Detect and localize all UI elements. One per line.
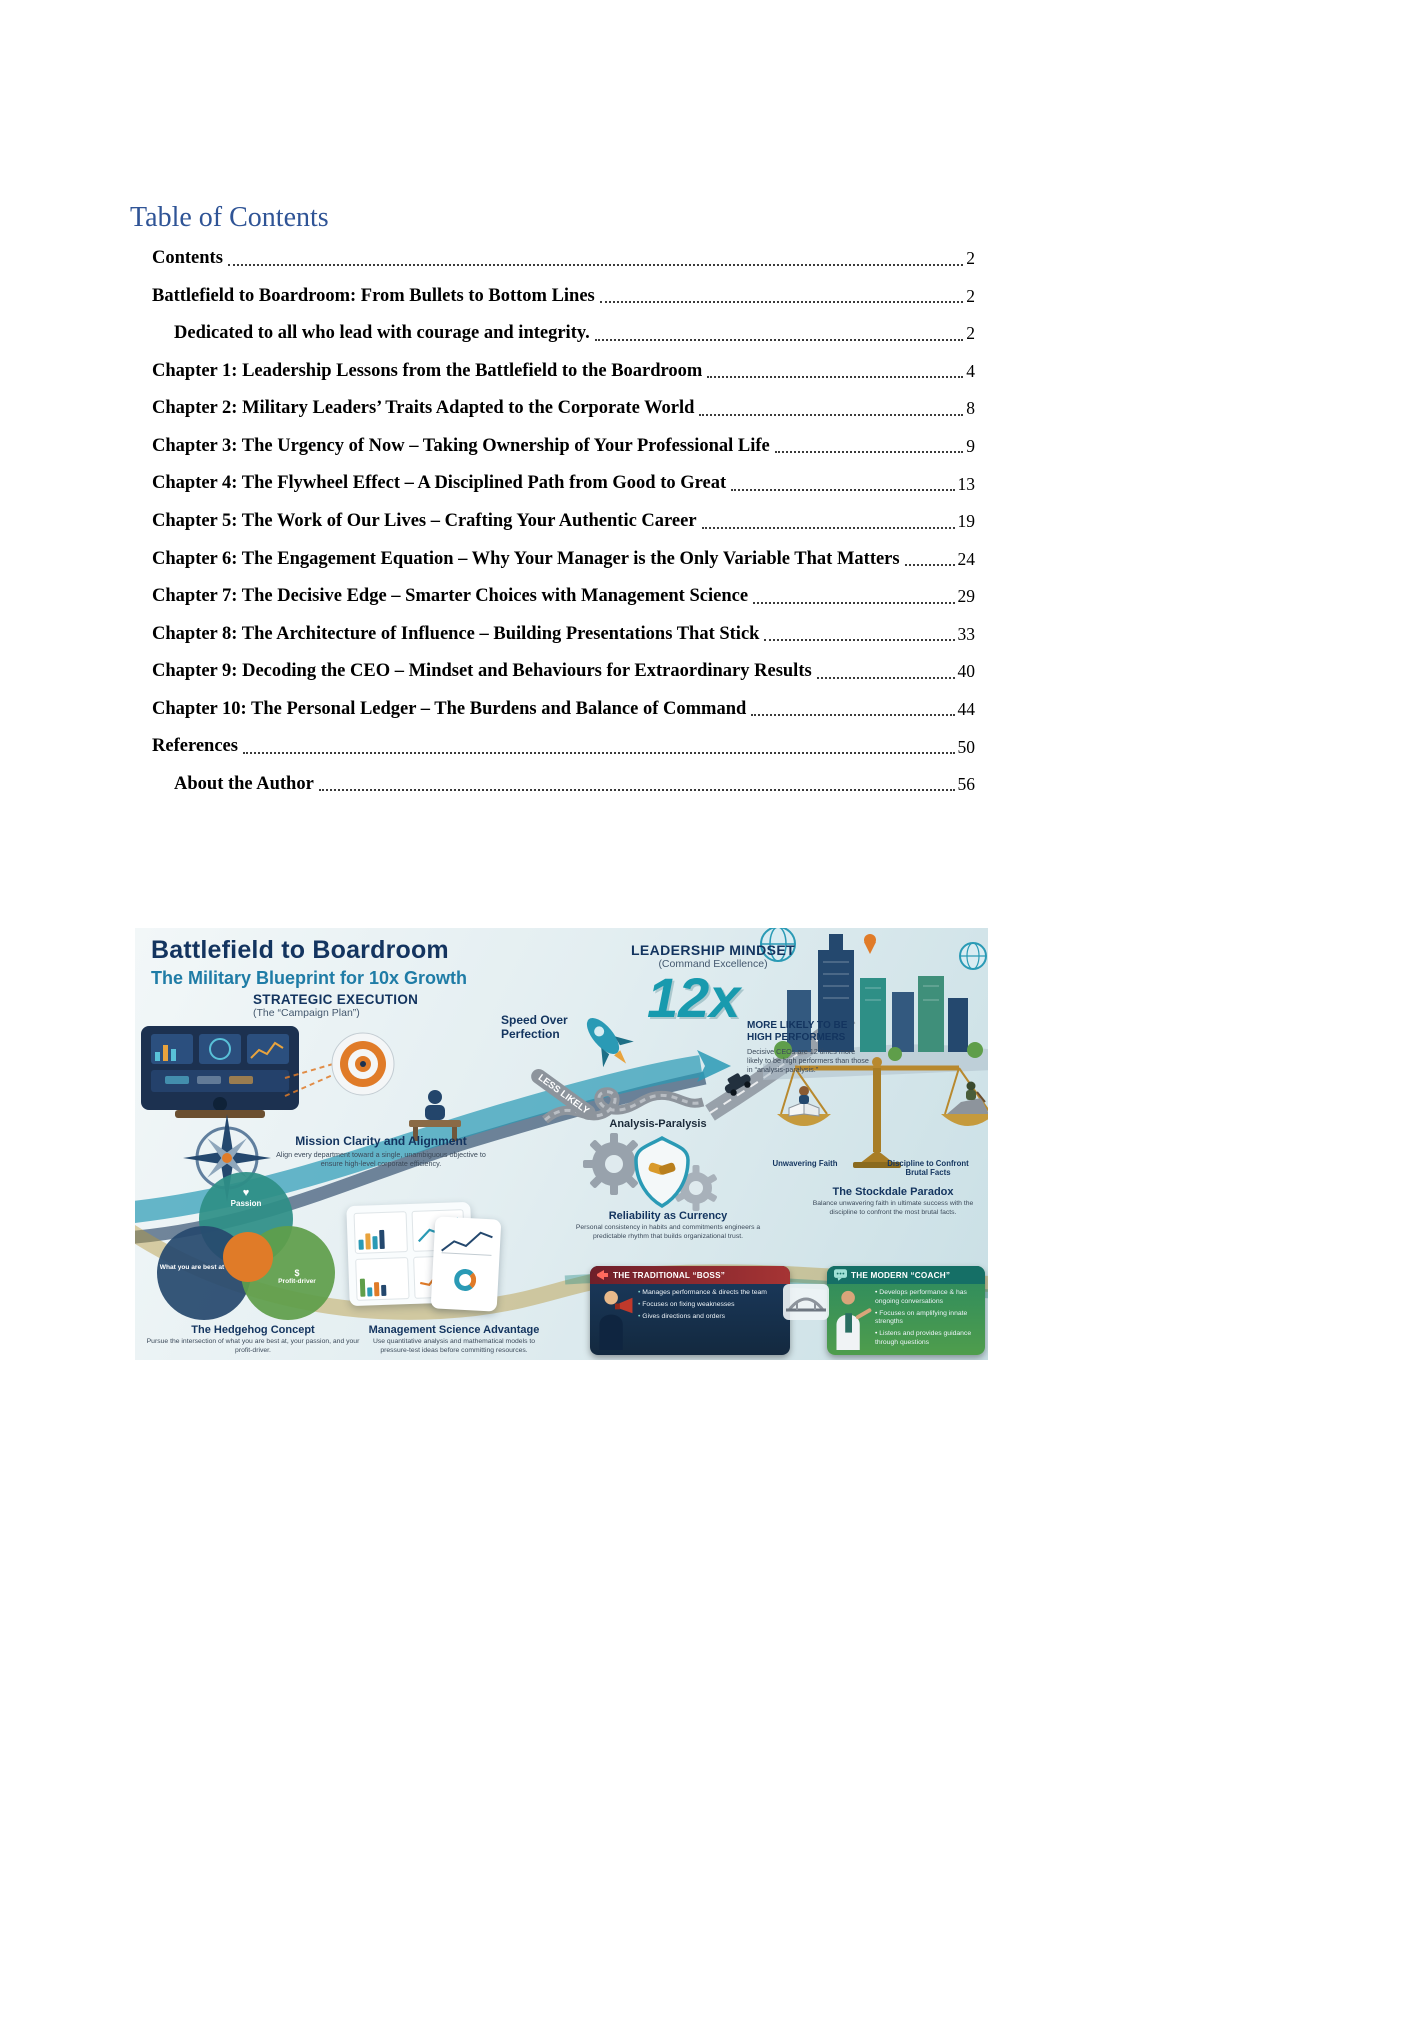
- panel-bullet: • Listens and provides guidance through questions: [875, 1330, 980, 1348]
- stat-description: Decisive CEOs are 12 times more likely to be high performers than those in “analysis-paralysis.”: [747, 1047, 869, 1075]
- globe-icon: [960, 943, 986, 969]
- analysis-paralysis-label: Analysis-Paralysis: [609, 1118, 707, 1130]
- page-title: Table of Contents: [130, 202, 329, 233]
- toc-page-number: 2: [966, 285, 975, 306]
- stat-heading: MORE LIKELY TO BE HIGH PERFORMERS: [747, 1020, 848, 1043]
- strategic-execution-block: [253, 992, 448, 1019]
- toc-entry-label: Dedicated to all who lead with courage and integrity.: [174, 323, 590, 344]
- venn-passion-text: Passion: [230, 1199, 262, 1208]
- mini-bar-chart: [355, 1257, 409, 1300]
- reliability-heading: Reliability as Currency: [608, 1210, 728, 1222]
- toc-page-number: 40: [957, 661, 975, 682]
- panel-bullet: • Manages performance & directs the team: [638, 1289, 785, 1298]
- panel-bullet: • Focuses on amplifying innate strengths: [875, 1310, 980, 1328]
- toc-page-number: 19: [957, 511, 975, 532]
- twelve-x-stat: 12x: [647, 966, 741, 1029]
- toc-entry-label: Chapter 7: The Decisive Edge – Smarter Choices with Management Science: [152, 586, 749, 607]
- coach-panel-header: [827, 1266, 985, 1284]
- stockdale-heading: The Stockdale Paradox: [832, 1186, 954, 1198]
- toc-leader-dots: [702, 527, 955, 529]
- reliability-description: Personal consistency in habits and commitments engineers a predictable rhythm that builds organizational trust.: [575, 1224, 761, 1240]
- panel-bullet: • Develops performance & has ongoing conversations: [875, 1289, 980, 1307]
- toc-page-number: 8: [966, 398, 975, 419]
- table-of-contents: [152, 247, 975, 810]
- boss-panel-title: THE TRADITIONAL “BOSS”: [613, 1270, 726, 1280]
- toc-entry-label: Chapter 10: The Personal Ledger – The Burdens and Balance of Command: [152, 698, 747, 719]
- coach-panel-title: THE MODERN “COACH”: [851, 1270, 951, 1280]
- toc-entry-label: Battlefield to Boardroom: From Bullets to Bottom Lines: [152, 285, 595, 306]
- toc-entry-label: Chapter 6: The Engagement Equation – Why Your Manager is the Only Variable That Matters: [152, 548, 900, 569]
- coach-bullets: [875, 1289, 980, 1348]
- heart-icon: ♥: [242, 1187, 250, 1199]
- toc-leader-dots: [731, 489, 954, 491]
- venn-label-passion: [199, 1188, 293, 1208]
- toc-entry-label: Chapter 3: The Urgency of Now – Taking Ownership of Your Professional Life: [152, 435, 770, 456]
- coach-figure-art: [832, 1288, 872, 1352]
- location-pin-icon: [864, 934, 876, 954]
- toc-entry[interactable]: [152, 360, 975, 383]
- hedgehog-heading: The Hedgehog Concept: [191, 1324, 315, 1336]
- toc-page-number: 44: [957, 698, 975, 719]
- hedgehog-description: Pursue the intersection of what you are best at, your passion, and your profit-driver.: [146, 1338, 360, 1354]
- toc-entry[interactable]: [152, 735, 975, 758]
- mission-clarity-heading: Mission Clarity and Alignment: [295, 1134, 467, 1148]
- management-science-heading: Management Science Advantage: [368, 1324, 540, 1336]
- gears-icon: [583, 1133, 718, 1211]
- toc-entry-label: Chapter 5: The Work of Our Lives – Crafting Your Authentic Career: [152, 510, 697, 531]
- toc-entry-label: About the Author: [174, 773, 314, 794]
- toc-leader-dots: [753, 602, 954, 604]
- hedgehog-venn-diagram: [155, 1172, 347, 1324]
- infographic-subtitle: The Military Blueprint for 10x Growth: [151, 968, 468, 988]
- toc-leader-dots: [595, 339, 964, 341]
- toc-leader-dots: [699, 414, 963, 416]
- mission-clarity-description: Align every department toward a single, unambiguous objective to ensure high-level corporate efficiency.: [276, 1150, 486, 1169]
- toc-entry[interactable]: [152, 397, 975, 420]
- management-science-description: Use quantitative analysis and mathematical models to pressure-test ideas before committing resources.: [372, 1338, 536, 1354]
- toc-entry[interactable]: [152, 472, 975, 495]
- stockdale-paradox-block: [803, 1186, 983, 1217]
- toc-entry[interactable]: [152, 623, 975, 646]
- modern-coach-panel: [827, 1266, 985, 1355]
- toc-leader-dots: [817, 677, 955, 679]
- venn-label-profit: [265, 1268, 329, 1286]
- toc-leader-dots: [764, 639, 954, 641]
- toc-leader-dots: [228, 264, 963, 266]
- infographic-image: [135, 928, 988, 1360]
- toc-entry-label: Chapter 1: Leadership Lessons from the Battlefield to the Boardroom: [152, 360, 703, 381]
- panel-bullet: • Focuses on fixing weaknesses: [638, 1301, 785, 1310]
- venn-profit-text: Profit-driver: [278, 1278, 316, 1286]
- toc-entry-label: Chapter 8: The Architecture of Influence – Building Presentations That Stick: [152, 623, 760, 644]
- infographic-title: Battlefield to Boardroom: [151, 936, 449, 964]
- toc-leader-dots: [243, 752, 955, 754]
- toc-entry[interactable]: [152, 285, 975, 308]
- discipline-label: Discipline to Confront Brutal Facts: [887, 1159, 969, 1177]
- toc-entry-label: Chapter 2: Military Leaders’ Traits Adapted to the Corporate World: [152, 398, 695, 419]
- toc-entry-label: References: [152, 736, 238, 757]
- toc-entry[interactable]: [152, 698, 975, 721]
- toc-leader-dots: [600, 301, 963, 303]
- hedgehog-block: [145, 1324, 361, 1355]
- toc-page-number: 2: [966, 248, 975, 269]
- boss-figure-art: [595, 1288, 635, 1352]
- leadership-mindset-subheading: (Command Excellence): [658, 958, 768, 970]
- toc-page-number: 9: [966, 436, 975, 457]
- stockdale-description: Balance unwavering faith in ultimate success with the discipline to confront the most brutal facts.: [812, 1200, 974, 1216]
- toc-page-number: 24: [957, 548, 975, 569]
- boss-bullets: [638, 1289, 785, 1321]
- venn-label-best-at: What you are best at: [159, 1264, 225, 1271]
- speed-over-perfection-label: Speed Over Perfection: [501, 1013, 568, 1041]
- reliability-block: [575, 1210, 761, 1241]
- leadership-mindset-heading: LEADERSHIP MINDSET: [630, 942, 796, 958]
- toc-entry-label: Chapter 4: The Flywheel Effect – A Disciplined Path from Good to Great: [152, 473, 727, 494]
- toc-entry[interactable]: [152, 510, 975, 533]
- toc-page-number: 56: [957, 774, 975, 795]
- toc-page-number: 13: [957, 473, 975, 494]
- target-icon: [332, 1033, 394, 1095]
- control-room-art: [141, 1026, 299, 1118]
- toc-entry[interactable]: [152, 585, 975, 608]
- management-science-block: [363, 1324, 545, 1355]
- megaphone-icon: [597, 1270, 609, 1280]
- toc-entry[interactable]: [152, 435, 975, 458]
- strategic-execution-subheading: (The “Campaign Plan”): [253, 1007, 360, 1019]
- toc-leader-dots: [905, 564, 955, 566]
- toc-entry-label: Chapter 9: Decoding the CEO – Mindset and Behaviours for Extraordinary Results: [152, 661, 812, 682]
- dollar-icon: $: [294, 1268, 300, 1278]
- toc-page-number: 50: [957, 736, 975, 757]
- toc-leader-dots: [775, 451, 964, 453]
- traditional-boss-panel: [590, 1266, 790, 1355]
- tablet-chart-art: [431, 1216, 502, 1311]
- toc-entry-label: Contents: [152, 248, 223, 268]
- donut-chart-icon: [454, 1268, 477, 1291]
- boss-panel-header: [590, 1266, 790, 1284]
- toc-page-number: 2: [966, 323, 975, 344]
- bridge-icon: [783, 1284, 829, 1320]
- toc-entry[interactable]: [152, 548, 975, 571]
- toc-entry[interactable]: [152, 247, 975, 270]
- mini-bar-chart: [354, 1211, 408, 1254]
- toc-leader-dots: [751, 714, 954, 716]
- toc-page-number: 33: [957, 623, 975, 644]
- panel-bullet: • Gives directions and orders: [638, 1313, 785, 1322]
- toc-entry[interactable]: [152, 773, 975, 796]
- strategic-execution-heading: STRATEGIC EXECUTION: [253, 992, 419, 1007]
- toc-page-number: 29: [957, 586, 975, 607]
- unwavering-faith-label: Unwavering Faith: [772, 1159, 838, 1168]
- toc-leader-dots: [319, 789, 955, 791]
- toc-page-number: 4: [966, 360, 975, 381]
- less-likely-label: LESS LIKELY: [528, 1066, 599, 1123]
- toc-leader-dots: [707, 376, 963, 378]
- toc-entry[interactable]: [152, 660, 975, 683]
- toc-entry[interactable]: [152, 322, 975, 345]
- mission-clarity-block: [275, 1134, 487, 1168]
- speech-bubble-icon: [834, 1269, 847, 1281]
